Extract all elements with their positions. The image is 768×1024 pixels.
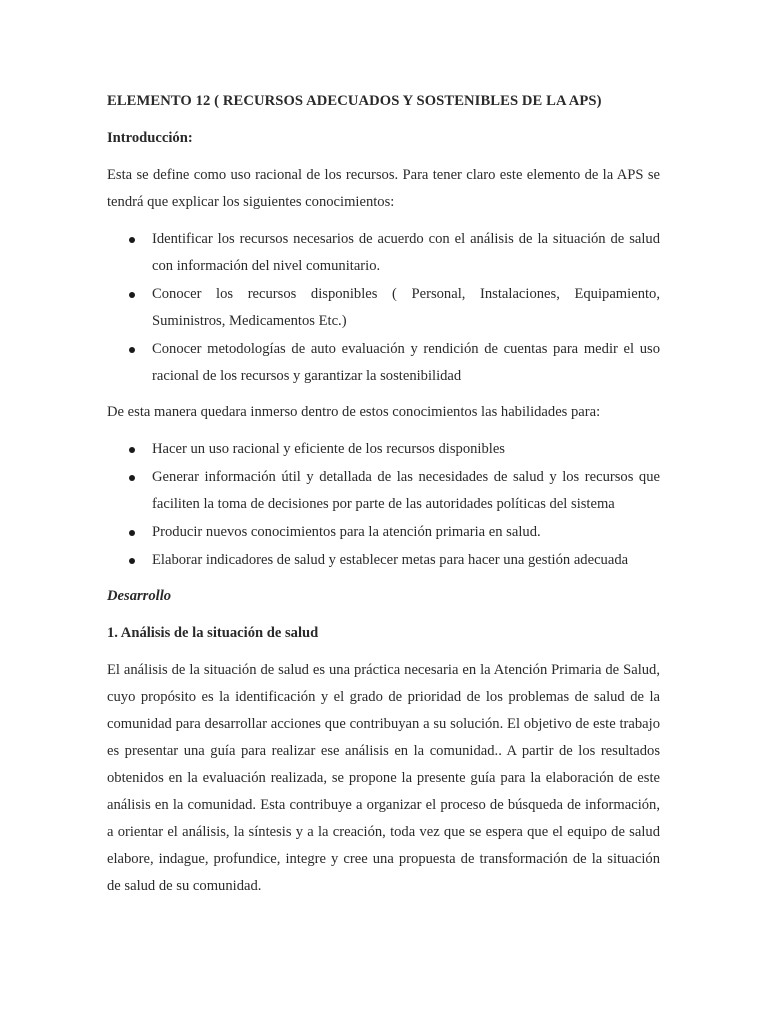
development-heading: Desarrollo [107,588,172,604]
intro-heading: Introducción: [107,130,193,146]
skills-list [107,436,660,574]
knowledge-item-text: Identificar los recursos necesarios de acuerdo con el análisis de la situación de salud con información del nivel comunitario. [152,231,660,274]
bullet-icon [129,530,135,536]
knowledge-item-text: Conocer los recursos disponibles ( Personal, Instalaciones, Equipamiento, Suministros, Medicamentos Etc.) [152,286,660,329]
skills-list-item [107,464,660,518]
skills-item-text: Generar información útil y detallada de las necesidades de salud y los recursos que faciliten la toma de decisiones por parte de las autoridades políticas del sistema [152,469,660,512]
bullet-icon [129,558,135,564]
skills-intro: De esta manera quedara inmerso dentro de estos conocimientos las habilidades para: [107,404,601,420]
knowledge-list [107,226,660,390]
section1-heading: 1. Análisis de la situación de salud [107,625,319,641]
knowledge-list-item [107,226,660,280]
bullet-icon [129,292,135,298]
bullet-icon [129,447,135,453]
skills-item-text: Elaborar indicadores de salud y establecer metas para hacer una gestión adecuada [152,552,629,568]
bullet-icon [129,237,135,243]
skills-item-text: Hacer un uso racional y eficiente de los recursos disponibles [152,441,505,457]
bullet-icon [129,475,135,481]
intro-paragraph: Esta se define como uso racional de los recursos. Para tener claro este elemento de la APS se tendrá que explicar los siguientes conocimientos: [107,167,660,210]
bullet-icon [129,347,135,353]
skills-list-item [107,547,660,574]
section1-paragraph: El análisis de la situación de salud es una práctica necesaria en la Atención Primaria de Salud, cuyo propósito es la identificación y el grado de prioridad de los problemas de salud de la comunidad para desarrollar acciones que contribuyan a su solución. El objetivo de este trabajo es presentar una guía para realizar ese análisis en la comunidad.. A partir de los resultados obtenidos en la evaluación realizada, se propone la presente guía para la elaboración de este análisis en la comunidad. Esta contribuye a organizar el proceso de búsqueda de información, a orientar el análisis, la síntesis y a la creación, toda vez que se espera que el equipo de salud elabore, indague, profundice, integre y cree una propuesta de transformación de la situación de salud de su comunidad. [107,662,660,894]
skills-list-item [107,436,660,463]
knowledge-list-item [107,336,660,390]
skills-item-text: Producir nuevos conocimientos para la atención primaria en salud. [152,524,541,540]
document-title: ELEMENTO 12 ( RECURSOS ADECUADOS Y SOSTENIBLES DE LA APS) [107,93,602,109]
document-page [107,88,660,910]
knowledge-list-item [107,281,660,335]
skills-list-item [107,519,660,546]
knowledge-item-text: Conocer metodologías de auto evaluación y rendición de cuentas para medir el uso racional de los recursos y garantizar la sostenibilidad [152,341,660,384]
